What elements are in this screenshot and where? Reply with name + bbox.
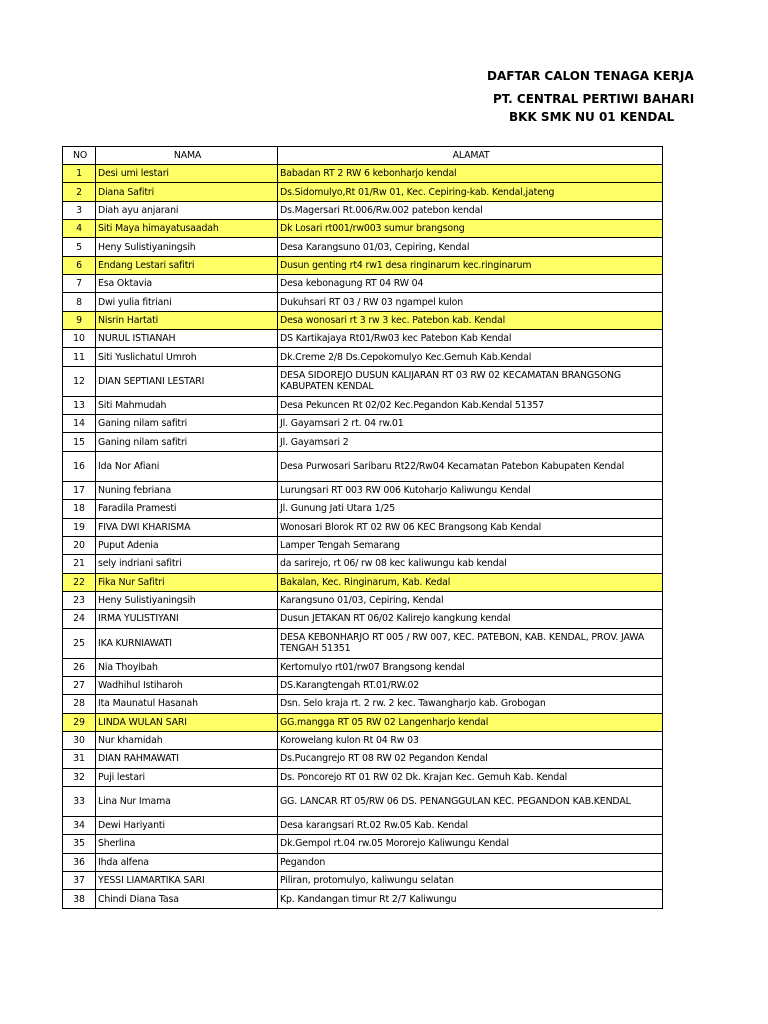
cell-alamat: Dusun genting rt4 rw1 desa ringinarum kec.ringinarum (278, 256, 663, 274)
cell-nama: FIVA DWI KHARISMA (96, 518, 278, 536)
cell-nama: IRMA YULISTIYANI (96, 610, 278, 628)
cell-nama: Siti Maya himayatusaadah (96, 220, 278, 238)
cell-no: 38 (63, 890, 96, 908)
table-row (63, 695, 663, 713)
cell-alamat: Bakalan, Kec. Ringinarum, Kab. Kedal (278, 573, 663, 591)
table-row (63, 433, 663, 451)
table-row (63, 183, 663, 201)
table-row (63, 658, 663, 676)
title-school-label: BKK SMK NU 01 KENDAL (509, 110, 675, 124)
table-row (63, 610, 663, 628)
cell-no: 31 (63, 750, 96, 768)
cell-nama: Ida Nor Afiani (96, 451, 278, 481)
table-row (63, 293, 663, 311)
cell-nama: Lina Nur Imama (96, 786, 278, 816)
table-row (63, 256, 663, 274)
cell-alamat: DS.Karangtengah RT.01/RW.02 (278, 676, 663, 694)
table-row (63, 872, 663, 890)
cell-no: 30 (63, 731, 96, 749)
cell-alamat: da sarirejo, rt 06/ rw 08 kec kaliwungu kab kendal (278, 555, 663, 573)
document-title-line1 (0, 69, 768, 89)
cell-no: 10 (63, 330, 96, 348)
cell-no: 23 (63, 591, 96, 609)
cell-no: 14 (63, 415, 96, 433)
cell-alamat: GG. LANCAR RT 05/RW 06 DS. PENANGGULAN KEC. PEGANDON KAB.KENDAL (278, 786, 663, 816)
cell-nama: Siti Mahmudah (96, 396, 278, 414)
title-company-label: PT. CENTRAL PERTIWI BAHARI (493, 92, 695, 106)
cell-alamat: Korowelang kulon Rt 04 Rw 03 (278, 731, 663, 749)
table-row (63, 713, 663, 731)
cell-no: 12 (63, 366, 96, 396)
table-row (63, 451, 663, 481)
table-row (63, 628, 663, 658)
cell-no: 17 (63, 481, 96, 499)
cell-nama: Endang Lestari safitri (96, 256, 278, 274)
cell-alamat: Dk Losari rt001/rw003 sumur brangsong (278, 220, 663, 238)
table-row (63, 500, 663, 518)
cell-alamat: Ds.Magersari Rt.006/Rw.002 patebon kendal (278, 201, 663, 219)
cell-nama: Ganing nilam safitri (96, 433, 278, 451)
cell-alamat: Kp. Kandangan timur Rt 2/7 Kaliwungu (278, 890, 663, 908)
cell-alamat: Dk.Gempol rt.04 rw.05 Mororejo Kaliwungu Kendal (278, 835, 663, 853)
cell-nama: sely indriani safitri (96, 555, 278, 573)
cell-alamat: Pegandon (278, 853, 663, 871)
cell-alamat: Jl. Gayamsari 2 rt. 04 rw.01 (278, 415, 663, 433)
table-row (63, 311, 663, 329)
cell-no: 5 (63, 238, 96, 256)
cell-no: 3 (63, 201, 96, 219)
table-row (63, 518, 663, 536)
cell-no: 32 (63, 768, 96, 786)
cell-no: 19 (63, 518, 96, 536)
cell-alamat: Desa kebonagung RT 04 RW 04 (278, 275, 663, 293)
table-row (63, 220, 663, 238)
cell-alamat: DESA SIDOREJO DUSUN KALIJARAN RT 03 RW 02 KECAMATAN BRANGSONG KABUPATEN KENDAL (278, 366, 663, 396)
cell-alamat: Dsn. Selo kraja rt. 2 rw. 2 kec. Tawangharjo kab. Grobogan (278, 695, 663, 713)
table-header-row (63, 147, 663, 165)
cell-nama: Diah ayu anjarani (96, 201, 278, 219)
table-row (63, 835, 663, 853)
table-row (63, 676, 663, 694)
table-row (63, 768, 663, 786)
cell-no: 9 (63, 311, 96, 329)
table-row (63, 853, 663, 871)
cell-no: 22 (63, 573, 96, 591)
table-row (63, 201, 663, 219)
table-row (63, 275, 663, 293)
table-row (63, 165, 663, 183)
table-row (63, 238, 663, 256)
cell-alamat: Desa Purwosari Saribaru Rt22/Rw04 Kecamatan Patebon Kabupaten Kendal (278, 451, 663, 481)
cell-nama: Heny Sulistiyaningsih (96, 591, 278, 609)
cell-alamat: Ds.Sidomulyo,Rt 01/Rw 01, Kec. Cepiring-kab. Kendal,jateng (278, 183, 663, 201)
cell-nama: Nia Thoyibah (96, 658, 278, 676)
table-row (63, 481, 663, 499)
cell-alamat: Wonosari Blorok RT 02 RW 06 KEC Brangsong Kab Kendal (278, 518, 663, 536)
cell-no: 2 (63, 183, 96, 201)
cell-no: 35 (63, 835, 96, 853)
table-row (63, 396, 663, 414)
cell-nama: Fika Nur Safitri (96, 573, 278, 591)
candidate-table (62, 146, 663, 909)
cell-nama: Diana Safitri (96, 183, 278, 201)
cell-no: 36 (63, 853, 96, 871)
table-row (63, 415, 663, 433)
table-row (63, 573, 663, 591)
cell-no: 8 (63, 293, 96, 311)
cell-alamat: DESA KEBONHARJO RT 005 / RW 007, KEC. PATEBON, KAB. KENDAL, PROV. JAWA TENGAH 51351 (278, 628, 663, 658)
cell-no: 15 (63, 433, 96, 451)
cell-no: 21 (63, 555, 96, 573)
cell-alamat: Jl. Gunung Jati Utara 1/25 (278, 500, 663, 518)
cell-alamat: GG.mangga RT 05 RW 02 Langenharjo kendal (278, 713, 663, 731)
cell-nama: Nisrin Hartati (96, 311, 278, 329)
cell-alamat: Babadan RT 2 RW 6 kebonharjo kendal (278, 165, 663, 183)
cell-nama: YESSI LIAMARTIKA SARI (96, 872, 278, 890)
cell-alamat: Dk.Creme 2/8 Ds.Cepokomulyo Kec.Gemuh Kab.Kendal (278, 348, 663, 366)
document-title-line3 (0, 110, 768, 130)
cell-no: 16 (63, 451, 96, 481)
column-header-alamat: ALAMAT (278, 147, 663, 165)
cell-alamat: Desa karangsari Rt.02 Rw.05 Kab. Kendal (278, 816, 663, 834)
cell-alamat: Karangsuno 01/03, Cepiring, Kendal (278, 591, 663, 609)
cell-alamat: Jl. Gayamsari 2 (278, 433, 663, 451)
cell-no: 25 (63, 628, 96, 658)
cell-nama: Nur khamidah (96, 731, 278, 749)
table-row (63, 536, 663, 554)
table-row (63, 890, 663, 908)
table-row (63, 731, 663, 749)
cell-nama: Nuning febriana (96, 481, 278, 499)
cell-alamat: Ds.Pucangrejo RT 08 RW 02 Pegandon Kendal (278, 750, 663, 768)
cell-no: 1 (63, 165, 96, 183)
document-title-line2 (0, 92, 768, 112)
cell-alamat: Desa Karangsuno 01/03, Cepiring, Kendal (278, 238, 663, 256)
cell-no: 20 (63, 536, 96, 554)
cell-nama: Dwi yulia fitriani (96, 293, 278, 311)
cell-no: 34 (63, 816, 96, 834)
cell-nama: Ganing nilam safitri (96, 415, 278, 433)
cell-no: 28 (63, 695, 96, 713)
cell-alamat: DS Kartikajaya Rt01/Rw03 kec Patebon Kab Kendal (278, 330, 663, 348)
table-body (63, 165, 663, 909)
cell-alamat: Kertomulyo rt01/rw07 Brangsong kendal (278, 658, 663, 676)
cell-no: 13 (63, 396, 96, 414)
cell-nama: Esa Oktavia (96, 275, 278, 293)
cell-nama: DIAN SEPTIANI LESTARI (96, 366, 278, 396)
cell-alamat: Desa Pekuncen Rt 02/02 Kec.Pegandon Kab.Kendal 51357 (278, 396, 663, 414)
cell-nama: Puji lestari (96, 768, 278, 786)
cell-alamat: Ds. Poncorejo RT 01 RW 02 Dk. Krajan Kec. Gemuh Kab. Kendal (278, 768, 663, 786)
cell-nama: Siti Yuslichatul Umroh (96, 348, 278, 366)
cell-nama: Faradila Pramesti (96, 500, 278, 518)
cell-alamat: Desa wonosari rt 3 rw 3 kec. Patebon kab. Kendal (278, 311, 663, 329)
cell-nama: Heny Sulistiyaningsih (96, 238, 278, 256)
cell-no: 6 (63, 256, 96, 274)
cell-no: 37 (63, 872, 96, 890)
cell-nama: Ita Maunatul Hasanah (96, 695, 278, 713)
cell-alamat: Lamper Tengah Semarang (278, 536, 663, 554)
cell-nama: Chindi Diana Tasa (96, 890, 278, 908)
cell-nama: IKA KURNIAWATI (96, 628, 278, 658)
title-list-label: DAFTAR CALON TENAGA KERJA (487, 69, 694, 83)
cell-alamat: Lurungsari RT 003 RW 006 Kutoharjo Kaliwungu Kendal (278, 481, 663, 499)
cell-alamat: Dukuhsari RT 03 / RW 03 ngampel kulon (278, 293, 663, 311)
table-row (63, 816, 663, 834)
cell-no: 26 (63, 658, 96, 676)
cell-nama: NURUL ISTIANAH (96, 330, 278, 348)
table-row (63, 555, 663, 573)
cell-nama: Ihda alfena (96, 853, 278, 871)
cell-nama: Wadhihul Istiharoh (96, 676, 278, 694)
table-row (63, 330, 663, 348)
cell-no: 4 (63, 220, 96, 238)
table-row (63, 786, 663, 816)
cell-nama: LINDA WULAN SARI (96, 713, 278, 731)
cell-nama: Desi umi lestari (96, 165, 278, 183)
cell-alamat: Dusun JETAKAN RT 06/02 Kalirejo kangkung kendal (278, 610, 663, 628)
cell-nama: Sherlina (96, 835, 278, 853)
cell-nama: Dewi Hariyanti (96, 816, 278, 834)
cell-nama: Puput Adenia (96, 536, 278, 554)
cell-no: 29 (63, 713, 96, 731)
table-row (63, 366, 663, 396)
table-row (63, 750, 663, 768)
cell-no: 18 (63, 500, 96, 518)
column-header-no: NO (63, 147, 96, 165)
cell-no: 7 (63, 275, 96, 293)
cell-no: 27 (63, 676, 96, 694)
cell-no: 33 (63, 786, 96, 816)
cell-no: 24 (63, 610, 96, 628)
cell-nama: DIAN RAHMAWATI (96, 750, 278, 768)
table-row (63, 591, 663, 609)
cell-no: 11 (63, 348, 96, 366)
cell-alamat: Piliran, protomulyo, kaliwungu selatan (278, 872, 663, 890)
column-header-nama: NAMA (96, 147, 278, 165)
table-row (63, 348, 663, 366)
